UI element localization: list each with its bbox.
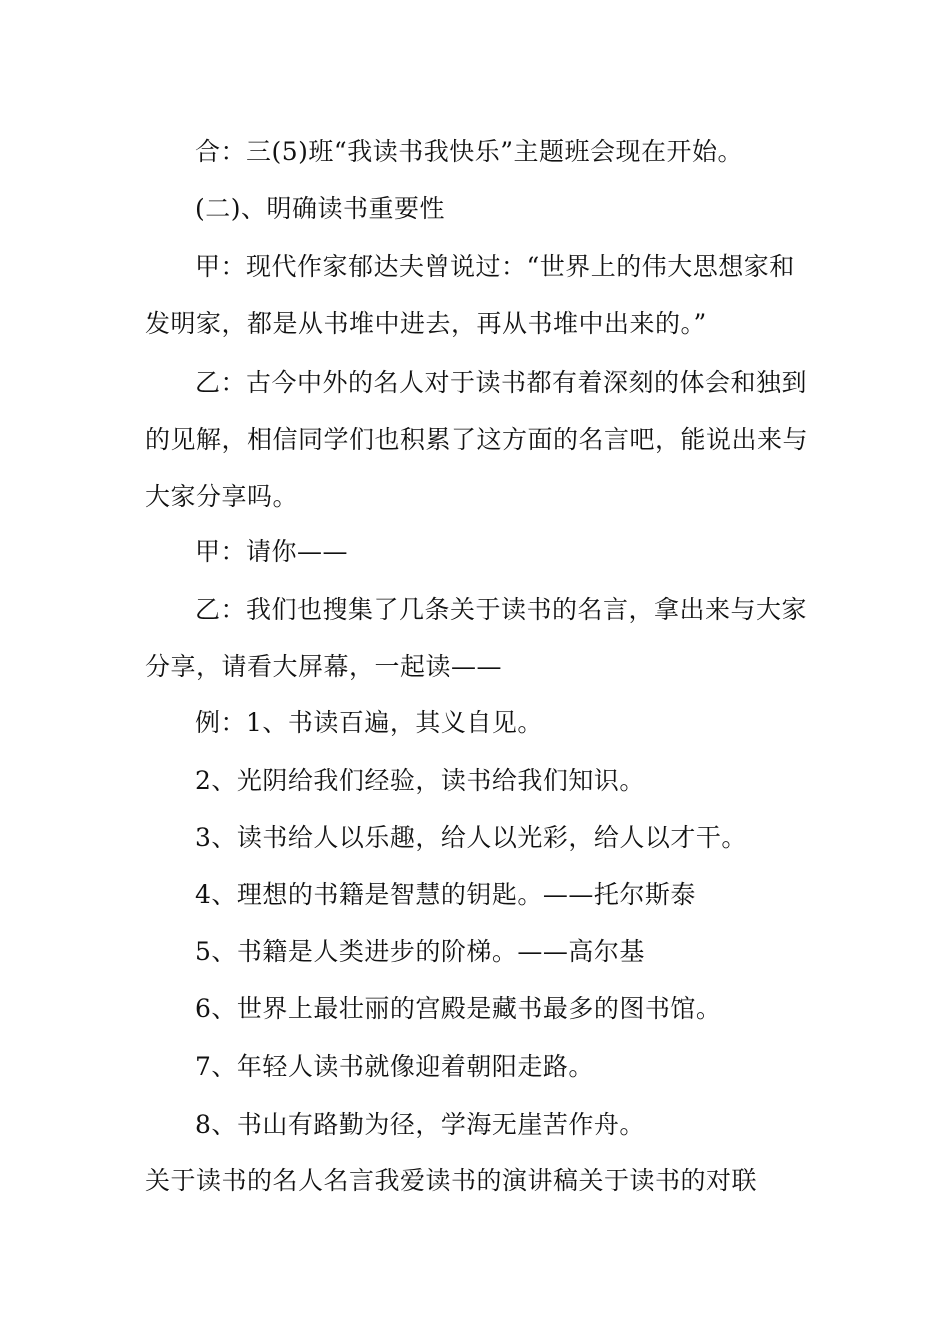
quote-item-1: 例：1、书读百遍，其义自见。 [195, 708, 543, 737]
paragraph-yi-collect: 乙：我们也搜集了几条关于读书的名言，拿出来与大家分享，请看大屏幕，一起读—— [145, 595, 808, 681]
paragraph-section-heading: (二)、明确读书重要性 [195, 194, 446, 223]
quote-item-3: 3、读书给人以乐趣，给人以光彩，给人以才干。 [195, 823, 747, 852]
related-links-line: 关于读书的名人名言我爱读书的演讲稿关于读书的对联 [145, 1166, 758, 1195]
paragraph-yi-intro: 乙：古今中外的名人对于读书都有着深刻的体会和独到的见解，相信同学们也积累了这方面的名言吧，能说出来与大家分享吗。 [145, 368, 809, 511]
paragraph-opening: 合：三(5)班“我读书我快乐”主题班会现在开始。 [195, 137, 743, 166]
quote-item-7: 7、年轻人读书就像迎着朝阳走路。 [195, 1052, 594, 1081]
paragraph-jia-quote: 甲：现代作家郁达夫曾说过：“世界上的伟大思想家和发明家，都是从书堆中进去，再从书堆中出来的。” [145, 252, 795, 338]
quote-item-6: 6、世界上最壮丽的宫殿是藏书最多的图书馆。 [195, 994, 722, 1023]
quote-item-2: 2、光阴给我们经验，读书给我们知识。 [195, 766, 645, 795]
quote-item-8: 8、书山有路勤为径，学海无崖苦作舟。 [195, 1110, 645, 1139]
paragraph-jia-invite: 甲：请你—— [195, 537, 349, 566]
quote-item-4: 4、理想的书籍是智慧的钥匙。——托尔斯泰 [195, 880, 696, 909]
quote-item-5: 5、书籍是人类进步的阶梯。——高尔基 [195, 937, 645, 966]
